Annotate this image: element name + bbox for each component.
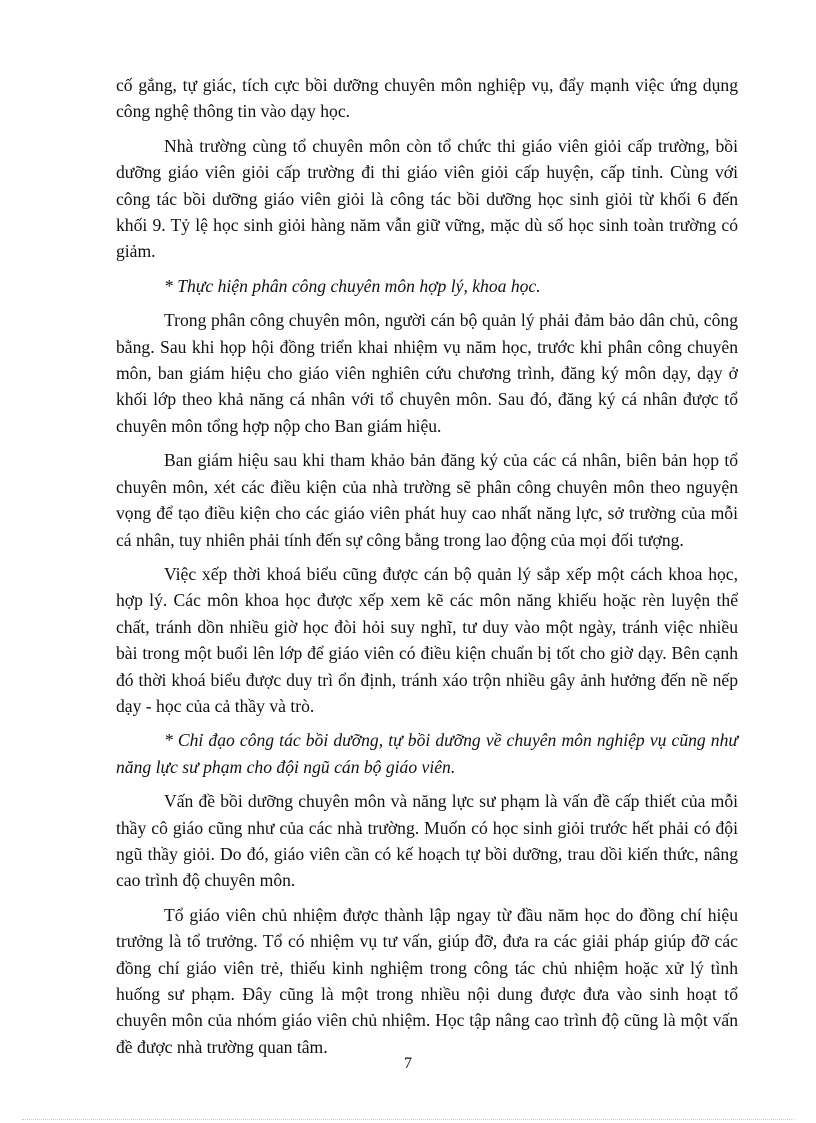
- section-heading-training: * Chỉ đạo công tác bồi dưỡng, tự bồi dưỡng về chuyên môn nghiệp vụ cũng như năng lực sư phạm cho đội ngũ cán bộ giáo viên.: [116, 730, 738, 777]
- paragraph-professional-development: Vấn đề bồi dưỡng chuyên môn và năng lực sư phạm là vấn đề cấp thiết của mỗi thầy cô giáo cũng như của các nhà trường. Muốn có học sinh giỏi trước hết phải có đội ngũ thầy giỏi. Do đó, giáo viên cần có kế hoạch tự bồi dưỡng, trau dồi kiến thức, nâng cao trình độ chuyên môn.: [116, 791, 738, 891]
- page-bottom-divider: [22, 1119, 794, 1120]
- section-heading-assignment: * Thực hiện phân công chuyên môn hợp lý, khoa học.: [164, 275, 541, 296]
- paragraph-timetable: Việc xếp thời khoá biểu cũng được cán bộ quản lý sắp xếp một cách khoa học, hợp lý. Các môn khoa học được xếp xem kẽ các môn năng khiếu hoặc rèn luyện thể chất, tránh dồn nhiều giờ học đòi hỏi suy nghĩ, tư duy vào một ngày, tránh việc nhiều bài trong một buổi lên lớp để giáo viên có điều kiện chuẩn bị tốt cho giờ dạy. Bên cạnh đó thời khoá biểu được duy trì ổn định, tránh xáo trộn nhiều gây ảnh hưởng đến nề nếp dạy - học của cả thầy và trò.: [116, 563, 738, 716]
- paragraph-continuation: cố gắng, tự giác, tích cực bồi dưỡng chuyên môn nghiệp vụ, đẩy mạnh việc ứng dụng công nghệ thông tin vào dạy học.: [116, 75, 738, 122]
- body-text: [116, 72, 738, 1068]
- page-number: 7: [404, 1055, 412, 1072]
- paragraph-assignment-fairness: Trong phân công chuyên môn, người cán bộ quản lý phải đảm bảo dân chủ, công bằng. Sau khi họp hội đồng triển khai nhiệm vụ năm học, trước khi phân công chuyên môn, ban giám hiệu cho giáo viên nghiên cứu chương trình, đăng ký môn dạy, dạy ở khối lớp theo khả năng cá nhân với tổ chuyên môn. Sau đó, đăng ký cá nhân được tổ chuyên môn tổng hợp nộp cho Ban giám hiệu.: [116, 310, 738, 436]
- paragraph-homeroom-group: Tổ giáo viên chủ nhiệm được thành lập ngay từ đầu năm học do đồng chí hiệu trưởng là tổ trưởng. Tổ có nhiệm vụ tư vấn, giúp đỡ, đưa ra các giải pháp giúp đỡ các đồng chí giáo viên trẻ, thiếu kinh nghiệm trong công tác chủ nhiệm hoặc xử lý tình huống sư phạm. Đây cũng là một trong nhiều nội dung được đưa vào sinh hoạt tổ chuyên môn của nhóm giáo viên chủ nhiệm. Học tập nâng cao trình độ cũng là một vấn đề được nhà trường quan tâm.: [116, 904, 738, 1057]
- paragraph-board-decision: Ban giám hiệu sau khi tham khảo bản đăng ký của các cá nhân, biên bản họp tổ chuyên môn, xét các điều kiện của nhà trường sẽ phân công chuyên môn theo nguyện vọng để tạo điều kiện cho các giáo viên phát huy cao nhất năng lực, sở trường của mỗi cá nhân, tuy nhiên phải tính đến sự công bằng trong lao động của mọi đối tượng.: [116, 450, 738, 550]
- paragraph-teacher-competitions: Nhà trường cùng tổ chuyên môn còn tổ chức thi giáo viên giỏi cấp trường, bồi dưỡng giáo viên giỏi cấp trường đi thi giáo viên giỏi cấp huyện, cấp tỉnh. Cùng với công tác bồi dưỡng giáo viên giỏi là công tác bồi dưỡng học sinh giỏi từ khối 6 đến khối 9. Tỷ lệ học sinh giỏi hàng năm vẫn giữ vững, mặc dù số học sinh toàn trường có giảm.: [116, 135, 738, 262]
